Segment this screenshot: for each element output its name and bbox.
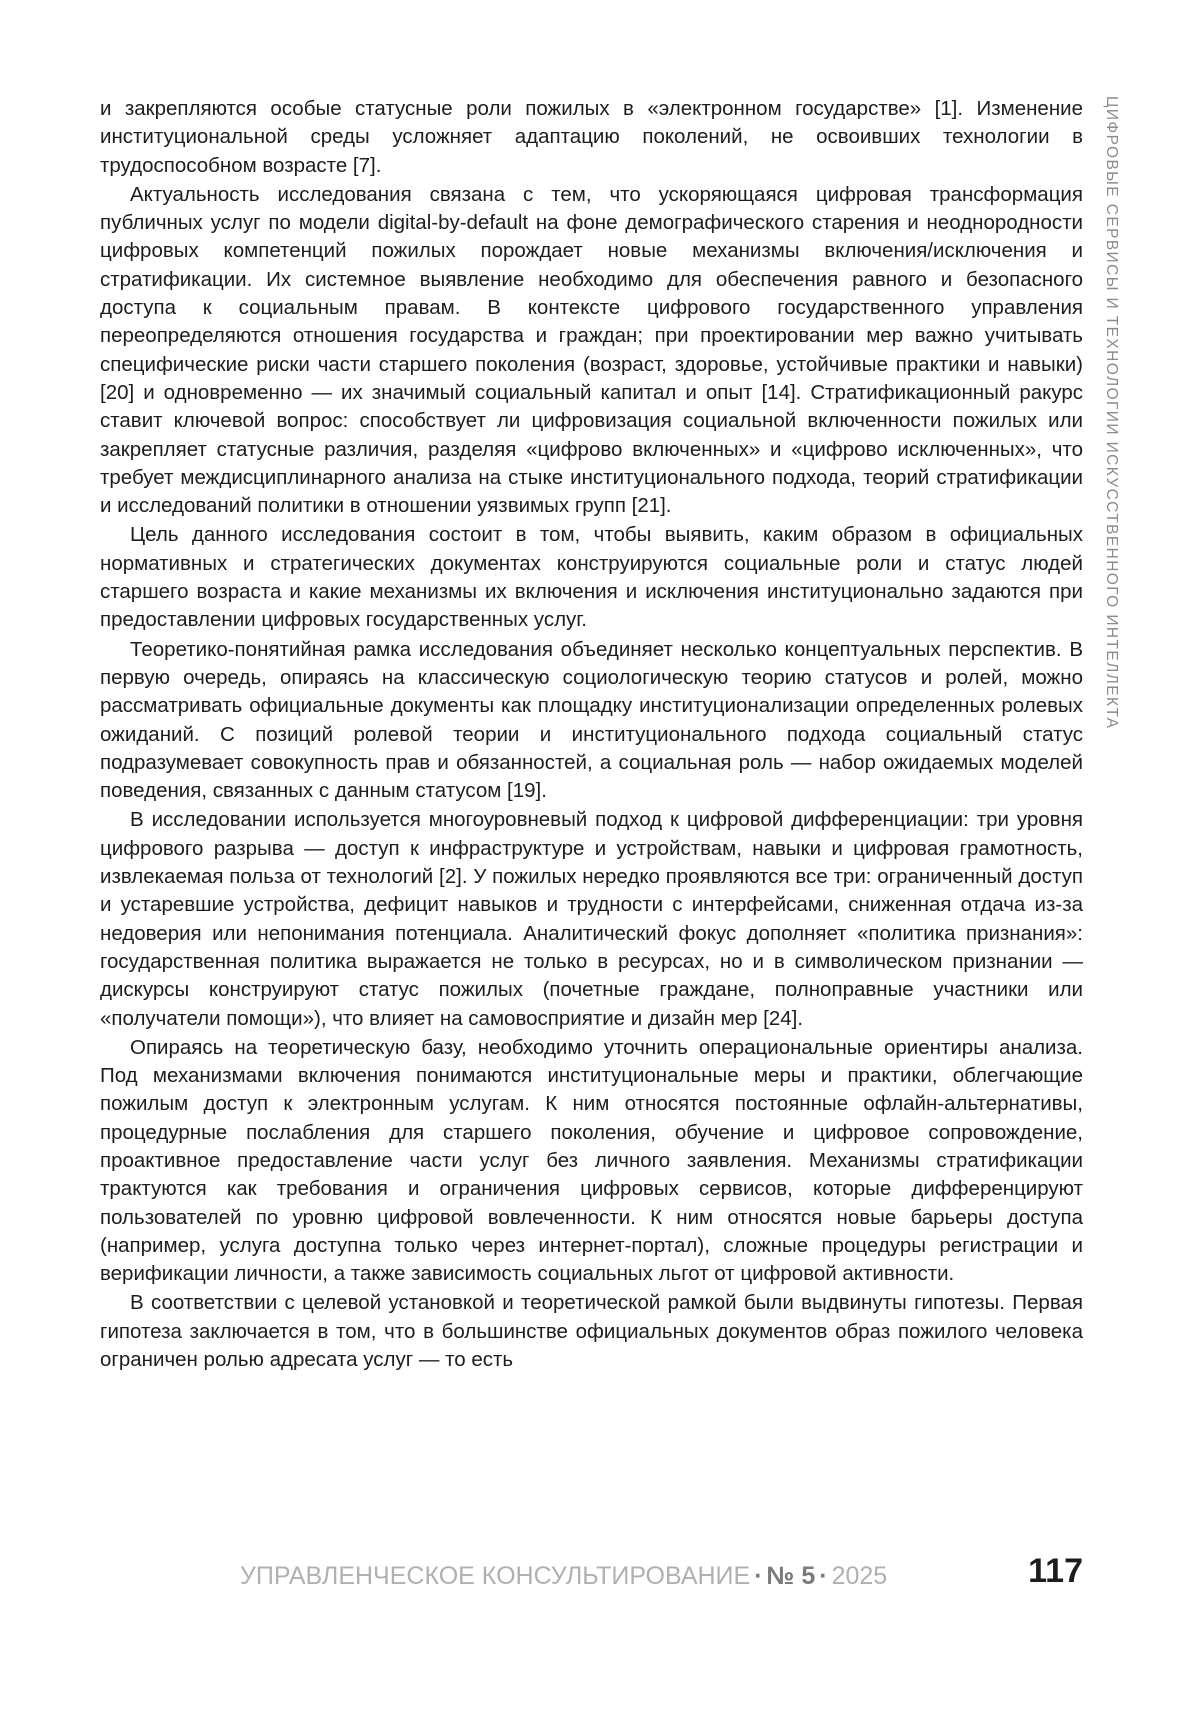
paragraph-1: и закрепляются особые статусные роли пожилых в «электронном государстве» [1]. Изменение институциональной среды усложняет адаптацию поколений, не освоивших технологии в трудоспособном возрасте [7]. [100,97,1083,177]
footer-dot: · [754,1562,763,1590]
running-head: ЦИФРОВЫЕ СЕРВИСЫ И ТЕХНОЛОГИИ ИСКУССТВЕННОГО ИНТЕЛЛЕКТА [1103,96,1120,730]
footer-title: УПРАВЛЕНЧЕСКОЕ КОНСУЛЬТИРОВАНИЕ [240,1562,751,1590]
paragraph-5: В исследовании используется многоуровневый подход к цифровой дифференциации: три уровня цифрового разрыва — доступ к инфраструктуре и устройствам, навыки и цифровая грамотность, извлекаемая польза от технологий [2]. У пожилых нередко проявляются все три: ограниченный доступ и устаревшие устройства, дефицит навыков и трудности с интерфейсами, сниженная отдача из-за недоверия или непонимания потенциала. Аналитический фокус дополняет «политика признания»: государственная политика выражается не только в ресурсах, но и в символическом признании — дискурсы конструируют статус пожилых (почетные граждане, полноправные участники или «получатели помощи»), что влияет на самовосприятие и дизайн мер [24]. [100,808,1083,1030]
footer-year: 2025 [831,1562,888,1590]
article-body [100,95,1083,1375]
paragraph-2: Актуальность исследования связана с тем, что ускоряющаяся цифровая трансформация публичных услуг по модели digital-by-default на фоне демографического старения и неоднородности цифровых компетенций пожилых порождает новые механизмы включения/исключения и стратификации. Их системное выявление необходимо для обеспечения равного и безопасного доступа к социальным правам. В контексте цифрового государственного управления переопределяются отношения государства и граждан; при проектировании мер важно учитывать специфические риски части старшего поколения (возраст, здоровье, устойчивые практики и навыки) [20] и одновременно — их значимый социальный капитал и опыт [14]. Стратификационный ракурс ставит ключевой вопрос: способствует ли цифровизация социальной включенности пожилых или закрепляет статусные различия, разделяя «цифрово включенных» и «цифрово исключенных», что требует междисциплинарного анализа на стыке институционального подхода, теорий стратификации и исследований политики в отношении уязвимых групп [21]. [100,182,1083,518]
journal-footer [240,1562,887,1591]
paragraph-4: Теоретико-понятийная рамка исследования объединяет несколько концептуальных перспектив. В первую очередь, опираясь на классическую социологическую теорию статусов и ролей, можно рассматривать официальные документы как площадку институционализации определенных ролевых ожиданий. С позиций ролевой теории и институционального подхода социальный статус подразумевает совокупность прав и обязанностей, а социальная роль — набор ожидаемых моделей поведения, связанных с данным статусом [19]. [100,637,1083,803]
footer-dot: · [819,1562,828,1590]
footer-issue: № 5 [766,1562,816,1590]
paragraph-6: Опираясь на теоретическую базу, необходимо уточнить операциональные ориентиры анализа. Под механизмами включения понимаются институциональные меры и практики, облегчающие пожилым доступ к электронным услугам. К ним относятся постоянные офлайн-альтернативы, процедурные послабления для старшего поколения, обучение и цифровое сопровождение, проактивное предоставление части услуг без личного заявления. Механизмы стратификации трактуются как требования и ограничения цифровых сервисов, которые дифференцируют пользователей по уровню цифровой вовлеченности. К ним относятся новые барьеры доступа (например, услуга доступна только через интернет-портал), сложные процедуры регистрации и верификации личности, а также зависимость социальных льгот от цифровой активности. [100,1035,1083,1286]
page-number: 117 [1028,1552,1083,1590]
paragraph-7: В соответствии с целевой установкой и теоретической рамкой были выдвинуты гипотезы. Первая гипотеза заключается в том, что в большинстве официальных документов образ пожилого человека ограничен ролью адресата услуг — то есть [100,1291,1083,1372]
paragraph-3: Цель данного исследования состоит в том, чтобы выявить, каким образом в официальных нормативных и стратегических документах конструируются социальные роли и статус людей старшего возраста и какие механизмы их включения и исключения институционально задаются при предоставлении цифровых государственных услуг. [100,523,1083,632]
